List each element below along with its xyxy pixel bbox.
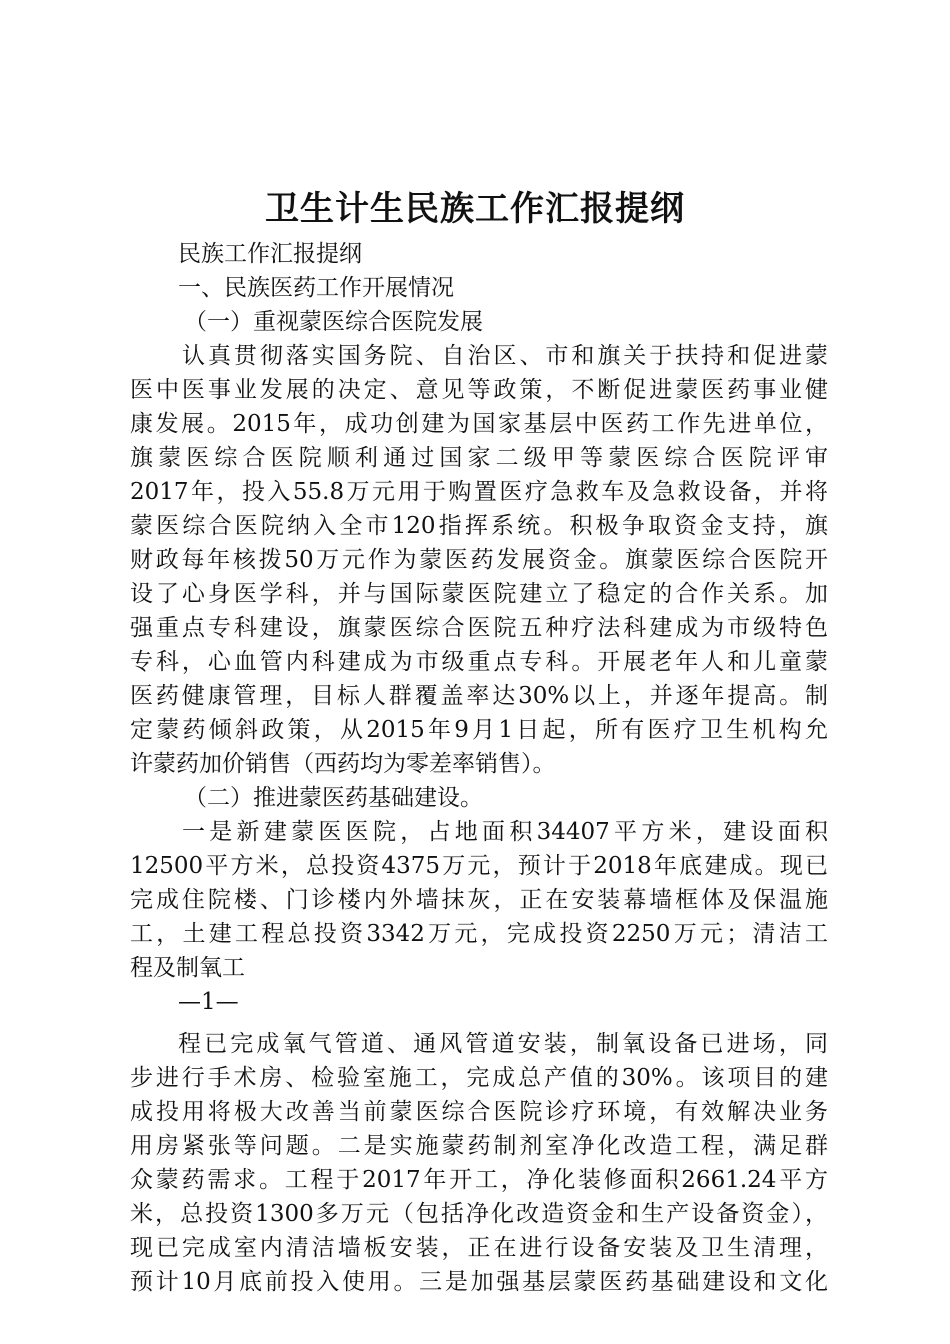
paragraph-line: 一是新建蒙医医院，占地面积34407平方米，建设面积 [182,819,828,845]
paragraph-line: 预计10月底前投入使用。三是加强基层蒙医药基础建设和文化 [130,1269,828,1295]
paragraph-line: 设了心身医学科，并与国际蒙医院建立了稳定的合作关系。加 [130,581,828,607]
paragraph-line: 用房紧张等问题。二是实施蒙药制剂室净化改造工程，满足群 [130,1133,828,1159]
paragraph-line: 步进行手术房、检验室施工，完成总产值的30%。该项目的建 [130,1065,828,1091]
subtitle: 民族工作汇报提纲 [178,241,362,267]
section-heading-1: 一、民族医药工作开展情况 [178,275,454,301]
paragraph-line: 旗蒙医综合医院顺利通过国家二级甲等蒙医综合医院评审 [130,445,828,471]
paragraph-line: 医药健康管理，目标人群覆盖率达30%以上，并逐年提高。制 [130,683,828,709]
subsection-heading-2: （二）推进蒙医药基础建设。 [184,785,483,811]
paragraph-line: 认真贯彻落实国务院、自治区、市和旗关于扶持和促进蒙 [182,343,828,369]
paragraph-line: 现已完成室内清洁墙板安装，正在进行设备安装及卫生清理， [130,1235,828,1261]
paragraph-line: 成投用将极大改善当前蒙医综合医院诊疗环境，有效解决业务 [130,1099,828,1125]
paragraph-line: 程已完成氧气管道、通风管道安装，制氧设备已进场，同 [178,1031,828,1057]
paragraph-line: 众蒙药需求。工程于2017年开工，净化装修面积2661.24平方 [130,1167,828,1193]
paragraph-line: 12500平方米，总投资4375万元，预计于2018年底建成。现已 [130,853,828,879]
paragraph-line: 完成住院楼、门诊楼内外墙抹灰，正在安装幕墙框体及保温施 [130,887,828,913]
paragraph-line: 医中医事业发展的决定、意见等政策，不断促进蒙医药事业健 [130,377,828,403]
page-number: —1— [178,989,239,1015]
subsection-heading-1: （一）重视蒙医综合医院发展 [184,309,483,335]
paragraph-line: 强重点专科建设，旗蒙医综合医院五种疗法科建成为市级特色 [130,615,828,641]
paragraph-line: 2017年，投入55.8万元用于购置医疗急救车及急救设备，并将 [130,479,828,505]
paragraph-line: 专科，心血管内科建成为市级重点专科。开展老年人和儿童蒙 [130,649,828,675]
paragraph-line: 蒙医综合医院纳入全市120指挥系统。积极争取资金支持，旗 [130,513,828,539]
paragraph-line: 定蒙药倾斜政策，从2015年9月1日起，所有医疗卫生机构允 [130,717,828,743]
paragraph-line: 康发展。2015年，成功创建为国家基层中医药工作先进单位， [130,411,828,437]
paragraph-line: 程及制氧工 [130,955,245,981]
document-title: 卫生计生民族工作汇报提纲 [265,189,685,229]
paragraph-line: 许蒙药加价销售（西药均为零差率销售）。 [130,751,556,777]
paragraph-line: 米，总投资1300多万元（包括净化改造资金和生产设备资金）， [130,1201,828,1227]
paragraph-line: 工，土建工程总投资3342万元，完成投资2250万元；清洁工 [130,921,828,947]
paragraph-line: 财政每年核拨50万元作为蒙医药发展资金。旗蒙医综合医院开 [130,547,828,573]
